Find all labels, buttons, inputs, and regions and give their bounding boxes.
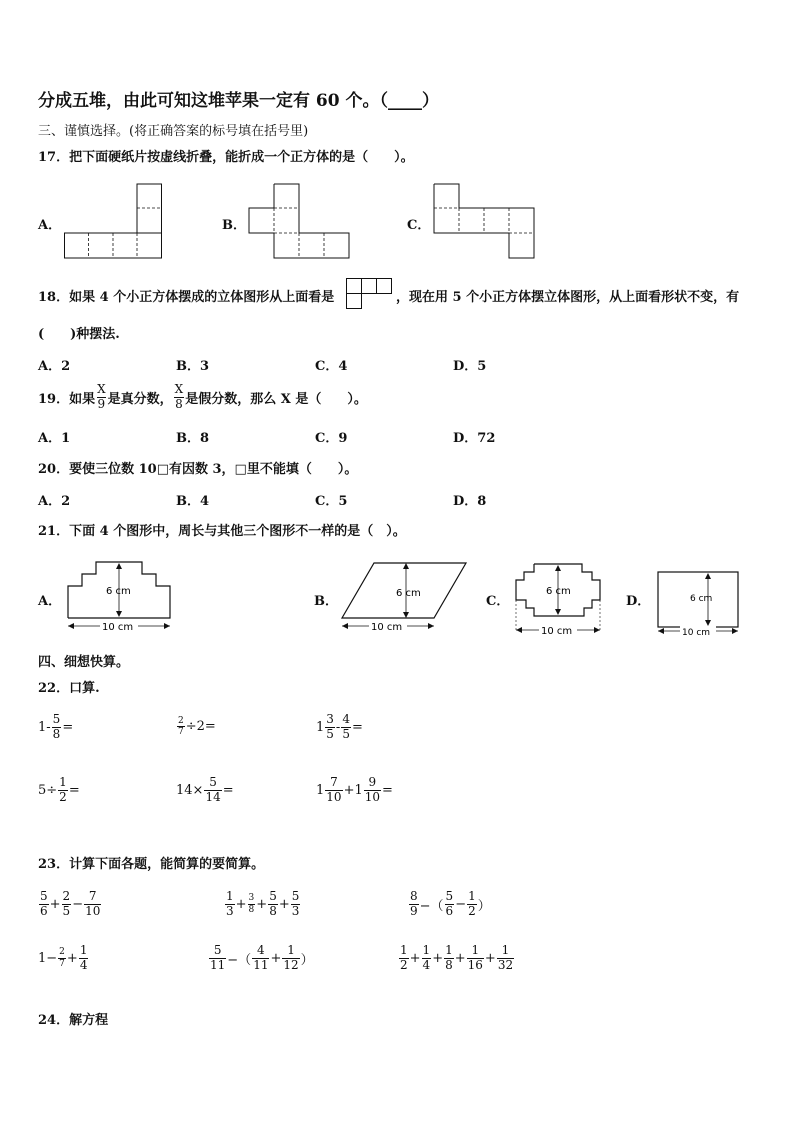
- q23-3-n3: 1: [468, 889, 476, 903]
- q23-5-n2: 4: [257, 943, 265, 957]
- q22-5-den: 14: [205, 789, 221, 804]
- q23-3-op-1: −（: [419, 898, 444, 914]
- q19-p2: 是真分数，: [107, 391, 173, 407]
- q23-3-frac-1: [409, 890, 419, 919]
- q23-2-frac-2: [248, 893, 256, 915]
- q23-2-n1: 1: [226, 889, 234, 903]
- q23-3-d3: 2: [468, 903, 476, 918]
- q21-shape-c: [512, 560, 608, 638]
- q19-option-d[interactable]: D．72: [453, 431, 496, 446]
- q22-2-den: 7: [178, 727, 184, 738]
- q22-3-frac-2: [341, 713, 351, 742]
- q21-shape-b: [340, 560, 472, 634]
- q23-6-n2: 1: [422, 943, 431, 957]
- q17-text: 17．把下面硬纸片按虚线折叠，能折成一个正方体的是（ ）。: [38, 150, 414, 165]
- q22-1-frac: [52, 713, 62, 742]
- q19-f1-num: X: [97, 381, 106, 396]
- q23-3-d2: 6: [445, 903, 454, 918]
- q23-5-frac-1: [209, 944, 226, 973]
- q17-option-c[interactable]: C．: [407, 218, 431, 233]
- q23-5-op-2: +: [270, 950, 282, 966]
- q20-option-c[interactable]: C．5: [315, 494, 348, 509]
- q19-p3: 是假分数，那么 X 是（ ）。: [185, 391, 367, 407]
- q18-option-c[interactable]: C．4: [315, 359, 348, 374]
- q23-6-frac-3: [444, 944, 454, 973]
- q23-4-frac-2: [79, 944, 89, 973]
- q22-6-num-2: 9: [368, 775, 377, 789]
- q23-3-frac-2: [445, 890, 455, 919]
- q23-2-n4: 5: [291, 889, 300, 903]
- q23-title: 23．计算下面各题，能简算的要简算。: [38, 857, 265, 872]
- q23-4-n1: 2: [59, 947, 65, 958]
- q21-option-a[interactable]: A．: [38, 594, 62, 609]
- q22-2-tail: ÷2=: [185, 719, 216, 735]
- q22-6-frac-2: [364, 776, 381, 805]
- q23-2-op-2: +: [256, 896, 268, 912]
- q21-c-height-label: 6 cm: [546, 586, 571, 597]
- q23-3-tail: ）: [477, 898, 491, 914]
- q22-6-frac-1: [325, 776, 342, 805]
- q19-fraction-2: [174, 383, 185, 412]
- q23-2-op-3: +: [278, 896, 290, 912]
- q23-3-d1: 9: [410, 903, 418, 918]
- q22-4-num: 1: [59, 775, 67, 789]
- q19-f2-den: 8: [175, 396, 183, 411]
- q23-2-frac-4: [291, 890, 301, 919]
- q21-b-width-label: 10 cm: [371, 622, 403, 633]
- q22-6-tail: =: [382, 782, 393, 798]
- q22-6-op: +1: [343, 782, 363, 798]
- q23-expr-1: [38, 890, 102, 919]
- q23-3-n2: 5: [445, 889, 454, 903]
- q22-6-den-1: 10: [326, 789, 342, 804]
- q22-3-num-1: 3: [326, 712, 334, 726]
- q22-3-num-2: 4: [342, 712, 350, 726]
- q19-option-a[interactable]: A．1: [38, 431, 71, 446]
- q23-4-d2: 4: [79, 957, 88, 972]
- q22-3-whole: 1: [316, 719, 325, 735]
- q23-6-n3: 1: [445, 943, 453, 957]
- q23-2-frac-1: [225, 890, 235, 919]
- q19-option-b[interactable]: B．8: [176, 431, 210, 446]
- q21-option-d[interactable]: D．: [626, 594, 651, 609]
- q21-text: 21．下面 4 个图形中，周长与其他三个图形不一样的是（ ）。: [38, 524, 406, 539]
- q23-1-n1: 5: [40, 889, 48, 903]
- q19-option-c[interactable]: C．9: [315, 431, 348, 446]
- q22-3-den-1: 5: [326, 726, 334, 741]
- q22-6-den-2: 10: [364, 789, 381, 804]
- q22-item-4: [38, 776, 80, 805]
- q23-6-frac-5: [497, 944, 514, 973]
- q20-option-b[interactable]: B．4: [176, 494, 210, 509]
- q23-1-frac-3: [84, 890, 101, 919]
- q23-5-tail: ）: [300, 952, 314, 968]
- q22-5-tail: =: [222, 782, 234, 798]
- q17-option-b[interactable]: B．: [222, 218, 246, 233]
- q17-net-a: [64, 183, 164, 259]
- q22-item-1: [38, 713, 73, 742]
- q23-2-n2: 3: [248, 893, 255, 904]
- q23-4-prefix: 1−: [38, 950, 58, 966]
- q20-option-d[interactable]: D．8: [453, 494, 487, 509]
- q23-2-op-1: +: [235, 896, 247, 912]
- q23-6-d2: 4: [422, 957, 431, 972]
- q21-a-height-label: 6 cm: [106, 586, 131, 597]
- q23-3-n1: 8: [410, 889, 418, 903]
- q22-2-frac: [177, 716, 185, 738]
- q23-6-op-3: +: [454, 950, 466, 966]
- q22-4-tail: =: [68, 782, 80, 798]
- q24-title: 24．解方程: [38, 1013, 109, 1028]
- q23-6-d4: 16: [467, 957, 483, 972]
- q22-3-tail: =: [351, 719, 363, 735]
- q23-1-op-1: +: [49, 896, 61, 912]
- q23-1-d3: 10: [85, 903, 101, 918]
- q23-1-frac-2: [62, 890, 72, 919]
- q23-1-n3: 7: [88, 889, 97, 903]
- q23-6-n1: 1: [400, 943, 408, 957]
- q18-option-a[interactable]: A．2: [38, 359, 71, 374]
- q21-a-width-label: 10 cm: [102, 622, 134, 633]
- q23-3-frac-3: [467, 890, 477, 919]
- q23-5-d2: 11: [253, 957, 269, 972]
- q23-2-d4: 3: [291, 903, 300, 918]
- q23-4-n2: 1: [79, 943, 88, 957]
- q17-option-a[interactable]: A．: [38, 218, 62, 233]
- q23-5-op-1: −（: [227, 952, 252, 968]
- q23-5-n3: 1: [287, 943, 295, 957]
- q22-3-op: -: [335, 719, 341, 735]
- section3-title: 三、谨慎选择。(将正确答案的标号填在括号里): [38, 124, 309, 139]
- q18-option-b[interactable]: B．3: [176, 359, 210, 374]
- q21-option-b[interactable]: B．: [314, 594, 338, 609]
- q19-f1-den: 9: [97, 396, 106, 411]
- q22-1-num: 5: [52, 712, 61, 726]
- q23-5-frac-2: [252, 944, 269, 973]
- q23-6-frac-1: [399, 944, 409, 973]
- q23-4-op-1: +: [66, 950, 78, 966]
- top-line: 分成五堆，由此可知这堆苹果一定有 60 个。（____）: [38, 91, 439, 111]
- q21-shape-d: [654, 565, 746, 637]
- q21-b-height-label: 6 cm: [396, 588, 421, 599]
- q22-item-6: [316, 776, 393, 805]
- q23-6-n5: 1: [501, 943, 510, 957]
- q22-5-num: 5: [209, 775, 217, 789]
- q18-top-view: [346, 278, 394, 312]
- section4-title: 四、细想快算。: [38, 655, 130, 670]
- q21-shape-a: [66, 560, 176, 634]
- q22-5-prefix: 14×: [176, 782, 204, 798]
- q23-2-d1: 3: [226, 903, 234, 918]
- q20-option-a[interactable]: A．2: [38, 494, 71, 509]
- q18-text-before: 18．如果 4 个小正方体摆成的立体图形从上面看是: [38, 290, 335, 305]
- q21-d-height-label: 6 cm: [690, 594, 713, 604]
- q18-option-d[interactable]: D．5: [453, 359, 487, 374]
- q23-2-d3: 8: [269, 903, 277, 918]
- q22-5-frac: [204, 776, 221, 805]
- q23-4-d1: 7: [59, 958, 65, 969]
- q23-6-op-4: +: [484, 950, 496, 966]
- q23-6-d5: 32: [497, 957, 514, 972]
- q21-option-c[interactable]: C．: [486, 594, 510, 609]
- q19-p1: 19．如果: [38, 391, 96, 407]
- q18-text-after: ，现在用 5 个小正方体摆立体图形，从上面看形状不变，有: [396, 290, 740, 305]
- q17-net-c: [434, 183, 536, 259]
- q22-title: 22．口算.: [38, 681, 100, 696]
- q22-item-5: [176, 776, 234, 805]
- q23-6-d1: 2: [400, 957, 408, 972]
- q23-3-op-2: −: [455, 896, 467, 912]
- q22-4-prefix: 5÷: [38, 782, 58, 798]
- q23-1-frac-1: [39, 890, 49, 919]
- q22-4-den: 2: [59, 789, 67, 804]
- q18-text-line2: ( )种摆法.: [38, 327, 120, 342]
- q23-6-frac-4: [467, 944, 484, 973]
- q23-5-n1: 5: [213, 943, 222, 957]
- q19-line: [38, 379, 367, 415]
- q22-3-den-2: 5: [342, 726, 350, 741]
- q22-6-whole: 1: [316, 782, 325, 798]
- q19-f2-num: X: [174, 381, 184, 396]
- q23-1-d2: 5: [62, 903, 71, 918]
- q21-c-width-label: 10 cm: [541, 626, 573, 637]
- q23-6-n4: 1: [471, 943, 480, 957]
- q22-1-prefix: 1-: [38, 719, 51, 735]
- q22-1-den: 8: [52, 726, 61, 741]
- q23-6-d3: 8: [445, 957, 453, 972]
- q23-expr-5: [208, 944, 314, 973]
- q22-item-3: [316, 713, 363, 742]
- q23-6-op-1: +: [409, 950, 421, 966]
- q22-1-tail: =: [62, 719, 74, 735]
- q20-text: 20．要使三位数 10□有因数 3，□里不能填（ ）。: [38, 462, 358, 477]
- q23-6-op-2: +: [432, 950, 444, 966]
- q22-6-num-1: 7: [330, 775, 338, 789]
- q23-5-d1: 11: [210, 957, 226, 972]
- q23-6-frac-2: [422, 944, 432, 973]
- q22-4-frac: [58, 776, 68, 805]
- q23-2-d2: 8: [248, 904, 255, 915]
- q23-expr-2: [224, 890, 301, 919]
- q23-4-frac-1: [58, 947, 66, 969]
- q23-2-n3: 5: [269, 889, 277, 903]
- q23-1-n2: 2: [62, 889, 71, 903]
- q22-item-2: [176, 716, 216, 738]
- q23-5-frac-3: [282, 944, 299, 973]
- q17-net-b: [249, 183, 351, 259]
- q23-2-frac-3: [268, 890, 278, 919]
- q21-d-width-label: 10 cm: [682, 628, 711, 638]
- q23-expr-4: [38, 944, 89, 973]
- q22-2-num: 2: [178, 716, 184, 726]
- q19-fraction-1: [96, 383, 107, 412]
- q22-3-frac-1: [325, 713, 335, 742]
- q23-1-op-2: −: [72, 896, 84, 912]
- q23-5-d3: 12: [283, 957, 299, 972]
- q23-expr-3: [408, 890, 491, 919]
- q23-1-d1: 6: [40, 903, 48, 918]
- q23-expr-6: [398, 944, 515, 973]
